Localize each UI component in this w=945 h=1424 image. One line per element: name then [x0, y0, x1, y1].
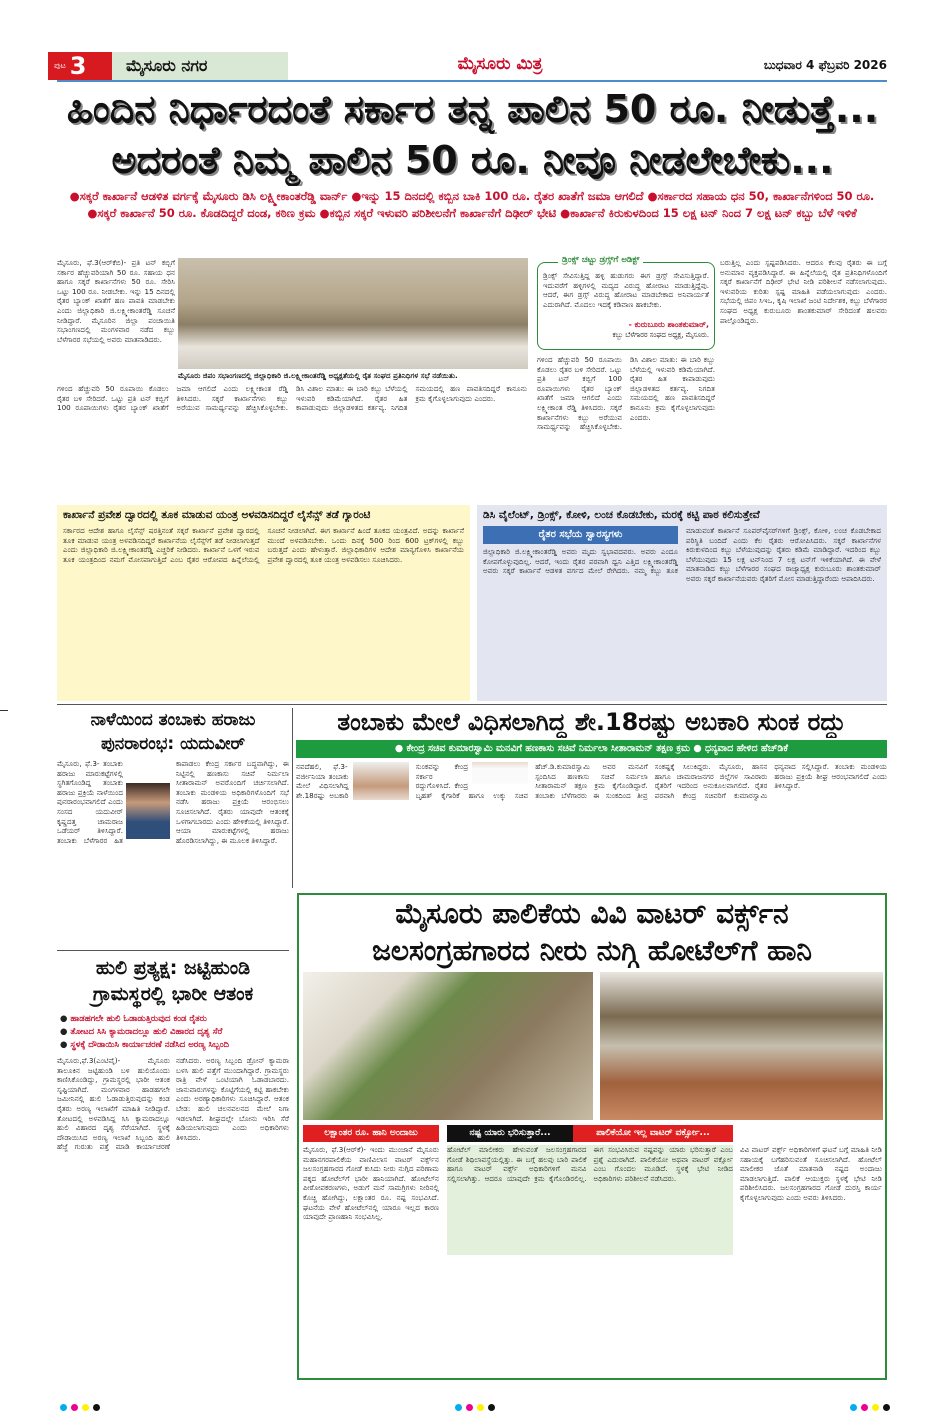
- water-works-text-1: ಮೈಸೂರು, ಫೆ.3(ಆರ್‌ಕೆ)- ಇಂದು ಮುಂಜಾನೆ ಮೈಸೂರು ಮಹಾನಗರಪಾಲಿಕೆಯ ವಾಣಿವಿಲಾಸ ವಾಟರ್ ವರ್ಕ್ಸ್‌ನ ಜಲಸಂಗ್ರಹಗಾರದ ಗೋಡೆ ಕುಸಿದು ನೀರು ನುಗ್ಗಿದ ಪರಿಣಾಮ ಪಕ್ಕದ ಹೋಟೆಲ್‌ಗೆ ಭಾರೀ ಹಾನಿಯಾಗಿದೆ. ಹೋಟೆಲ್‌ನ ಪೀಠೋಪಕರಣಗಳು, ಅಡುಗೆ ಮನೆ ಸಾಮಗ್ರಿಗಳು ನೀರಿನಲ್ಲಿ ಕೊಚ್ಚಿ ಹೋಗಿದ್ದು, ಲಕ್ಷಾಂತರ ರೂ. ನಷ್ಟ ಸಂಭವಿಸಿದೆ. ಘಟನೆಯ ವೇಳೆ ಹೋಟೆಲ್‌ನಲ್ಲಿ ಯಾರೂ ಇಲ್ಲದ ಕಾರಣ ಯಾವುದೇ ಪ್ರಾಣಹಾನಿ ಸಂಭವಿಸಿಲ್ಲ.: [303, 1145, 439, 1222]
- tobacco-duty-headline: ತಂಬಾಕು ಮೇಲೆ ವಿಧಿಸಲಾಗಿದ್ದ ಶೇ.18ರಷ್ಟು ಅಬಕಾರಿ ಸುಂಕ ರದ್ದು: [337, 708, 846, 736]
- tobacco-auction-body: [57, 759, 289, 948]
- tiger-bullet: ● ಹಾಡಹಗಲೇ ಹುಲಿ ಓಡಾಡುತ್ತಿರುವುದ ಕಂಡ ರೈತರು: [60, 1013, 289, 1026]
- farmers-meeting-body: [483, 526, 881, 696]
- water-works-text-2: ಹೋಟೆಲ್ ಮಾಲೀಕರು ಹೇಳುವಂತೆ ಜಲಸಂಗ್ರಹಗಾರದ ಗೋಡೆ ಶಿಥಿಲಾವಸ್ಥೆಯಲ್ಲಿತ್ತು. ಈ ಬಗ್ಗೆ ಹಲವು ಬಾರಿ ಪಾಲಿಕೆ ಹಾಗೂ ವಾಟರ್ ವರ್ಕ್ಸ್ ಅಧಿಕಾರಿಗಳಿಗೆ ಮನವಿ ಸಲ್ಲಿಸಲಾಗಿತ್ತು. ಆದರೂ ಯಾವುದೇ ಕ್ರಮ ಕೈಗೊಂಡಿರಲಿಲ್ಲ. ಈಗ ಸಂಭವಿಸಿರುವ ನಷ್ಟವನ್ನು ಯಾರು ಭರಿಸುತ್ತಾರೆ ಎಂಬ ಪ್ರಶ್ನೆ ಎದುರಾಗಿದೆ. ಪಾಲಿಕೆಯೋ ಅಥವಾ ವಾಟರ್ ವರ್ಕ್ಸೋ ಎಂಬ ಗೊಂದಲ ಮೂಡಿದೆ. ಸ್ಥಳಕ್ಕೆ ಭೇಟಿ ನೀಡಿದ ಅಧಿಕಾರಿಗಳು ಪರಿಶೀಲನೆ ನಡೆಸಿದರು.: [447, 1145, 733, 1375]
- print-color-marks: [850, 1404, 890, 1411]
- corporation-label: ಪಾಲಿಕೆಯೋ ಇಲ್ಲ ವಾಟರ್ ವರ್ಕ್ಸೋ...: [573, 1125, 733, 1142]
- who-pays-label: ನಷ್ಟ ಯಾರು ಭರಿಸುತ್ತಾರೆ...: [447, 1125, 573, 1142]
- tiger-bullets: [57, 1013, 289, 1052]
- tobacco-duty-text: ನವದೆಹಲಿ, ಫೆ.3- ವರ್ಜೀನಿಯಾ ತಂಬಾಕು ಮೇಲೆ ವಿಧಿಸಲಾಗಿದ್ದ ಶೇ.18ರಷ್ಟು ಅಬಕಾರಿ ಸುಂಕವನ್ನು ಕೇಂದ್ರ ಸರ್ಕಾರ ರದ್ದುಗೊಳಿಸಿದೆ. ಕೇಂದ್ರ ಬೃಹತ್ ಕೈಗಾರಿಕೆ ಹಾಗೂ ಉಕ್ಕು ಸಚಿವ ಹೆಚ್.ಡಿ.ಕುಮಾರಸ್ವಾಮಿ ಅವರ ಮನವಿಗೆ ಸ್ಪಂದಿಸಿದ ಹಣಕಾಸು ಸಚಿವೆ ನಿರ್ಮಲಾ ಸೀತಾರಾಮನ್ ತಕ್ಷಣ ಕ್ರಮ ಕೈಗೊಂಡಿದ್ದಾರೆ. ತಂಬಾಕು ಬೆಳೆಗಾರರು ಈ ಸುಂಕದಿಂದ ತೀವ್ರ ಸಂಕಷ್ಟಕ್ಕೆ ಸಿಲುಕಿದ್ದರು. ಮೈಸೂರು, ಹಾಸನ ಹಾಗೂ ಚಾಮರಾಜನಗರ ಜಿಲ್ಲೆಗಳ ಸಾವಿರಾರು ರೈತರಿಗೆ ಇದರಿಂದ ಅನುಕೂಲವಾಗಲಿದೆ. ರೈತರ ಪರವಾಗಿ ಕೇಂದ್ರ ಸಚಿವರಿಗೆ ಕುಮಾರಸ್ವಾಮಿ ಧನ್ಯವಾದ ಸಲ್ಲಿಸಿದ್ದಾರೆ. ತಂಬಾಕು ಮಂಡಳಿಯ ಹರಾಜು ಪ್ರಕ್ರಿಯೆ ಶೀಘ್ರ ಆರಂಭವಾಗಲಿದೆ ಎಂದು ತಿಳಿಸಿದ್ದಾರೆ.: [296, 762, 887, 800]
- weighbridge-title: ಕಾರ್ಖಾನೆ ಪ್ರವೇಶ ದ್ವಾರದಲ್ಲಿ ತೂಕ ಮಾಡುವ ಯಂತ್ರ ಅಳವಡಿಸದಿದ್ದರೆ ಲೈಸೆನ್ಸ್ ತಡೆ ಗ್ಯಾರಂಟಿ: [63, 509, 371, 521]
- tiger-story: [57, 955, 289, 1377]
- lead-right-col: ಬರುತ್ತಿಲ್ಲ ಎಂದು ಸ್ಪಷ್ಟಪಡಿಸಿದರು. ಆದರೂ ಕೆಲವು ರೈತರು ಈ ಬಗ್ಗೆ ಅನುಮಾನ ವ್ಯಕ್ತಪಡಿಸಿದ್ದಾರೆ. ಈ ಹಿನ್ನೆಲೆಯಲ್ಲಿ ರೈತ ಪ್ರತಿನಿಧಿಗಳೊಂದಿಗೆ ಸಕ್ಕರೆ ಕಾರ್ಖಾನೆಗೆ ದಿಢೀರ್ ಭೇಟಿ ನೀಡಿ ಪರಿಶೀಲನೆ ನಡೆಸಲಾಗುವುದು. ಇಳುವರಿಯ ಕುರಿತು ಸ್ಪಷ್ಟ ಮಾಹಿತಿ ಪಡೆಯಲಾಗುವುದು ಎಂದರು. ಸಭೆಯಲ್ಲಿ ಜಿಪಂ ಸಿಇಒ, ಕೃಷಿ ಇಲಾಖೆ ಜಂಟಿ ನಿರ್ದೇಶಕ, ಕಬ್ಬು ಬೆಳೆಗಾರರ ಸಂಘದ ಅಧ್ಯಕ್ಷ ಕುರುಬೂರು ಶಾಂತಕುಮಾರ್ ಸೇರಿದಂತೆ ಹಲವರು ಪಾಲ್ಗೊಂಡಿದ್ದರು.: [720, 258, 887, 325]
- farmers-meeting-title: ಡಿಸಿ ವೈಲೆಂಟ್, ಡ್ರಿಂಕ್ಸ್, ಕೋಳಿ, ಲಂಚ ಕೊಡಬೇಕು, ಮರಕ್ಕೆ ಕಟ್ಟಿ ಪಾಠ ಕಲಿಸುತ್ತೇವೆ: [483, 509, 760, 521]
- farmers-meeting-label: ರೈತರ ಸಭೆಯ ಸ್ವಾರಸ್ಯಗಳು: [483, 526, 678, 544]
- quote-box-text: ಡ್ರಿಂಕ್ಸ್ ಸೇವಿಸುತ್ತಿದ್ದ ಹಳ್ಳಿ ಹುಡುಗರು ಈಗ ಡ್ರಗ್ಸ್ ಸೇವಿಸುತ್ತಿದ್ದಾರೆ. ಇದುವರೆಗೆ ಹಳ್ಳಿಗಳಲ್ಲಿ ಮದ್ಯದ ವಿರುದ್ಧ ಹೋರಾಟ ಮಾಡುತ್ತಿದ್ದೆವು. ಆದರೆ, ಈಗ ಡ್ರಗ್ಸ್ ವಿರುದ್ಧ ಹೋರಾಟ ಮಾಡಬೇಕಾದ ಅನಿವಾರ್ಯತೆ ಎದುರಾಗಿದೆ. ಮೊದಲು ಇದಕ್ಕೆ ಕಡಿವಾಣ ಹಾಕಬೇಕು.: [543, 271, 709, 309]
- loss-estimate-label: ಲಕ್ಷಾಂತರ ರೂ. ಹಾನಿ ಅಂದಾಜು: [303, 1125, 439, 1142]
- tobacco-duty-body: [296, 762, 887, 888]
- masthead: ಮೈಸೂರು ಮಿತ್ರ: [457, 54, 543, 74]
- yaduveer-photo: [126, 783, 170, 839]
- tobacco-auction-story: [57, 708, 289, 948]
- lead-body: ಗಳಿಂದ ಹೆಚ್ಚುವರಿ 50 ರೂಪಾಯಿ ಕೊಡಲು ರೈತರ ಬಳಿ ಸೇರಿದರೆ. ಒಟ್ಟು ಪ್ರತಿ ಟನ್ ಕಬ್ಬಿಗೆ 100 ರೂಪಾಯಿಗಳು ರೈತರ ಬ್ಯಾಂಕ್ ಖಾತೆಗೆ ಜಮಾ ಆಗಲಿದೆ ಎಂದು ಲಕ್ಷ್ಮೀಕಾಂತ ರೆಡ್ಡಿ ತಿಳಿಸಿದರು. ಸಕ್ಕರೆ ಕಾರ್ಖಾನೆಗಳು ಕಬ್ಬು ಅರೆಯುವ ಸಾಮರ್ಥ್ಯವನ್ನು ಹೆಚ್ಚಿಸಿಕೊಳ್ಳಬೇಕು. ಡಿಸಿ ವಿಶಾಲ ಮಾತು: ಈ ಬಾರಿ ಕಬ್ಬು ಬೆಳೆಯಲ್ಲಿ ಇಳುವರಿ ಕಡಿಮೆಯಾಗಿದೆ. ರೈತರ ಹಿತ ಕಾಪಾಡುವುದು ಜಿಲ್ಲಾಡಳಿತದ ಕರ್ತವ್ಯ. ನಿಗದಿತ ಸಮಯದಲ್ಲಿ ಹಣ ಪಾವತಿಸದಿದ್ದರೆ ಕಾನೂನು ಕ್ರಮ ಕೈಗೊಳ್ಳಲಾಗುವುದು ಎಂದರು.: [57, 384, 527, 413]
- page-label: ಪುಟ: [54, 61, 66, 70]
- tobacco-auction-headline: ನಾಳೆಯಿಂದ ತಂಬಾಕು ಹರಾಜು ಪುನರಾರಂಭ: ಯದುವೀರ್: [90, 710, 256, 754]
- damaged-wall-photo: [303, 972, 593, 1120]
- meeting-photo: [178, 258, 528, 369]
- section-rule: [57, 704, 887, 705]
- quote-box-title: ಡ್ರಿಂಕ್ಸ್ ಚಟ್ಟು ಡ್ರಗ್ಸ್‌ಗೆ ಅಡಿಕ್ಟ್: [558, 255, 643, 265]
- tobacco-duty-subhead: ● ಕೇಂದ್ರ ಸಚಿವ ಕುಮಾರಸ್ವಾಮಿ ಮನವಿಗೆ ಹಣಕಾಸು ಸಚಿವೆ ನಿರ್ಮಲಾ ಸೀತಾರಾಮನ್ ತಕ್ಷಣ ಕ್ರಮ ● ಧನ್ಯವಾದ ಹೇಳಿದ ಹೆಚ್‌ಡಿಕೆ: [296, 740, 887, 758]
- lead-body-mid: ಗಳಿಂದ ಹೆಚ್ಚುವರಿ 50 ರೂಪಾಯಿ ಕೊಡಲು ರೈತರ ಬಳಿ ಸೇರಿದರೆ. ಒಟ್ಟು ಪ್ರತಿ ಟನ್ ಕಬ್ಬಿಗೆ 100 ರೂಪಾಯಿಗಳು ರೈತರ ಬ್ಯಾಂಕ್ ಖಾತೆಗೆ ಜಮಾ ಆಗಲಿದೆ ಎಂದು ಲಕ್ಷ್ಮೀಕಾಂತ ರೆಡ್ಡಿ ತಿಳಿಸಿದರು. ಸಕ್ಕರೆ ಕಾರ್ಖಾನೆಗಳು ಕಬ್ಬು ಅರೆಯುವ ಸಾಮರ್ಥ್ಯವನ್ನು ಹೆಚ್ಚಿಸಿಕೊಳ್ಳಬೇಕು. ಡಿಸಿ ವಿಶಾಲ ಮಾತು: ಈ ಬಾರಿ ಕಬ್ಬು ಬೆಳೆಯಲ್ಲಿ ಇಳುವರಿ ಕಡಿಮೆಯಾಗಿದೆ. ರೈತರ ಹಿತ ಕಾಪಾಡುವುದು ಜಿಲ್ಲಾಡಳಿತದ ಕರ್ತವ್ಯ. ನಿಗದಿತ ಸಮಯದಲ್ಲಿ ಹಣ ಪಾವತಿಸದಿದ್ದರೆ ಕಾನೂನು ಕ್ರಮ ಕೈಗೊಳ್ಳಲಾಗುವುದು ಎಂದರು.: [537, 355, 715, 432]
- lead-col1: ಮೈಸೂರು, ಫೆ.3(ಆರ್‌ಕೆಬಿ)- ಪ್ರತಿ ಟನ್ ಕಬ್ಬಿಗೆ ಸರ್ಕಾರ ಹೆಚ್ಚುವರಿಯಾಗಿ 50 ರೂ. ಸಹಾಯ ಧನ ಹಾಗೂ ಸಕ್ಕರೆ ಕಾರ್ಖಾನೆಗಳು 50 ರೂ. ಸೇರಿಸಿ ಒಟ್ಟು 100 ರೂ. ನೀಡಬೇಕು. ಇನ್ನು 15 ದಿನದಲ್ಲಿ ರೈತರ ಬ್ಯಾಂಕ್ ಖಾತೆಗೆ ಹಣ ಪಾವತಿ ಮಾಡಬೇಕು ಎಂದು ಜಿಲ್ಲಾಧಿಕಾರಿ ಜಿ.ಲಕ್ಷ್ಮೀಕಾಂತರೆಡ್ಡಿ ಸೂಚನೆ ನೀಡಿದ್ದಾರೆ. ಮೈಸೂರಿನ ಜಿಲ್ಲಾ ಪಂಚಾಯಿತಿ ಸಭಾಂಗಣದಲ್ಲಿ ಮಂಗಳವಾರ ನಡೆದ ಕಬ್ಬು ಬೆಳೆಗಾರರ ಸಭೆಯಲ್ಲಿ ಅವರು ಮಾತನಾಡಿದರು.: [57, 258, 175, 344]
- weighbridge-text: ಸರ್ಕಾರದ ಆದೇಶ ಹಾಗೂ ಲೈಸೆನ್ಸ್ ಷರತ್ತಿನಂತೆ ಸಕ್ಕರೆ ಕಾರ್ಖಾನೆ ಪ್ರವೇಶ ದ್ವಾರದಲ್ಲಿ ತೂಕ ಮಾಡುವ ಯಂತ್ರ ಅಳವಡಿಸದಿದ್ದರೆ ಕಾರ್ಖಾನೆಯ ಲೈಸೆನ್ಸ್‌ಗೆ ತಡೆ ನೀಡಲಾಗುತ್ತದೆ ಎಂದು ಜಿಲ್ಲಾಧಿಕಾರಿ ಜಿ.ಲಕ್ಷ್ಮೀಕಾಂತರೆಡ್ಡಿ ಎಚ್ಚರಿಕೆ ನೀಡಿದರು. ಕಾರ್ಖಾನೆ ಒಳಗೆ ಇರುವ ತೂಕ ಯಂತ್ರದಿಂದ ನಮಗೆ ಮೋಸವಾಗುತ್ತಿದೆ ಎಂಬ ರೈತರ ಆರೋಪದ ಹಿನ್ನೆಲೆಯಲ್ಲಿ ಸೂಚನೆ ನೀಡಲಾಗಿದೆ. ಈಗ ಕಾರ್ಖಾನೆ ಹಿಂದೆ ತೂಕದ ಯಂತ್ರವಿದೆ. ಅದನ್ನು ಕಾರ್ಖಾನೆ ಮುಂದೆ ಅಳವಡಿಸಬೇಕು. ಒಂದು ದಿನಕ್ಕೆ 500 ರಿಂದ 600 ಟ್ರಕ್‌ಗಳಲ್ಲಿ ಕಬ್ಬು ಬರುತ್ತದೆ ಎಂದು ಹೇಳುತ್ತಾರೆ. ಜಿಲ್ಲಾಧಿಕಾರಿಗಳ ಆದೇಶ ಮಾನ್ಯಗೊಳಿಸಿ ಕಾರ್ಖಾನೆಯ ಪ್ರವೇಶ ದ್ವಾರದಲ್ಲಿ ತೂಕ ಯಂತ್ರ ಅಳವಡಿಸಲು ಸೂಚಿಸಿದರು.: [63, 526, 464, 564]
- farmers-meeting-text: ಜಿಲ್ಲಾಧಿಕಾರಿ ಜಿ.ಲಕ್ಷ್ಮೀಕಾಂತರೆಡ್ಡಿ ಅವರು ಮೃದು ಸ್ವಭಾವದವರು. ಅವರು ಎಂದೂ ಕೋಪಗೊಳ್ಳುವುದಿಲ್ಲ. ಆದರೆ, ಇಂದು ರೈತರ ಪರವಾಗಿ ಧ್ವನಿ ಎತ್ತಿದ ಲಕ್ಷ್ಮೀಕಾಂತರೆಡ್ಡಿ ಅವರು ಸಕ್ಕರೆ ಕಾರ್ಖಾನೆ ಆಡಳಿತ ವರ್ಗದ ಮೇಲೆ ರೇಗಿದರು. ನಮ್ಮ ಕಬ್ಬು ತೂಕ ಮಾಡುವಂತೆ ಕಾರ್ಖಾನೆ ಸೂಪರ್‌ವೈಸರ್‌ಗಳಿಗೆ ಡ್ರಿಂಕ್ಸ್, ಕೋಳಿ, ಲಂಚ ಕೊಡಬೇಕಾದ ಪರಿಸ್ಥಿತಿ ಬಂದಿದೆ ಎಂದು ಕೆಲ ರೈತರು ಆರೋಪಿಸಿದರು. ಸಕ್ಕರೆ ಕಾರ್ಖಾನೆಗಳ ಕಿರುಕುಳದಿಂದ ಕಬ್ಬು ಬೆಳೆಯುವುದನ್ನು ರೈತರು ಕಡಿಮೆ ಮಾಡಿದ್ದಾರೆ. ಇದರಿಂದ ಕಬ್ಬು ಬೆಳೆಯುವುದು 15 ಲಕ್ಷ ಟನ್‌ನಿಂದ 7 ಲಕ್ಷ ಟನ್‌ಗೆ ಇಳಿಕೆಯಾಗಿದೆ. ಈ ವೇಳೆ ಮಾತನಾಡಿದ ಕಬ್ಬು ಬೆಳೆಗಾರರ ಸಂಘದ ರಾಜ್ಯಾಧ್ಯಕ್ಷ ಕುರುಬೂರು ಶಾಂತಕುಮಾರ್ ಅವರು ಸಕ್ಕರೆ ಕಾರ್ಖಾನೆಯವರು ರೈತರಿಗೆ ಮೋಸ ಮಾಡುತ್ತಿದ್ದಾರೆಂದು ಆಪಾದಿಸಿದರು.: [483, 526, 881, 583]
- print-color-marks: [455, 1404, 495, 1411]
- farmers-meeting-box: [477, 505, 887, 701]
- date: ಬುಧವಾರ 4 ಫೆಬ್ರವರಿ 2026: [763, 58, 887, 72]
- vertical-rule: [292, 708, 293, 888]
- lead-headline-1: ಹಿಂದಿನ ನಿರ್ಧಾರದಂತೆ ಸರ್ಕಾರ ತನ್ನ ಪಾಲಿನ 50 ರೂ. ನೀಡುತ್ತೆ...: [66, 87, 879, 131]
- quote-box: [537, 255, 715, 350]
- quote-box-role: ಕಬ್ಬು ಬೆಳೆಗಾರರ ಸಂಘದ ಅಧ್ಯಕ್ಷ, ಮೈಸೂರು.: [612, 331, 709, 339]
- margin-mark: [0, 710, 8, 711]
- weighbridge-box: [57, 505, 470, 701]
- tiger-text: ಮೈಸೂರು,ಫೆ.3(ಎಂಟಿವೈ)- ಮೈಸೂರು ತಾಲೂಕಿನ ಜಟ್ಟಿಹುಂಡಿ ಬಳಿ ಹುಲಿಯೊಂದು ಕಾಣಿಸಿಕೊಂಡಿದ್ದು, ಗ್ರಾಮಸ್ಥರಲ್ಲಿ ಭಾರೀ ಆತಂಕ ಸೃಷ್ಟಿಯಾಗಿದೆ. ಮಂಗಳವಾರ ಹಾಡಹಗಲೇ ಜಮೀನಿನಲ್ಲಿ ಹುಲಿ ಓಡಾಡುತ್ತಿರುವುದನ್ನು ಕಂಡ ರೈತರು ಅರಣ್ಯ ಇಲಾಖೆಗೆ ಮಾಹಿತಿ ನೀಡಿದ್ದಾರೆ. ತೋಟದಲ್ಲಿ ಅಳವಡಿಸಿದ್ದ ಸಿಸಿ ಕ್ಯಾಮರಾದಲ್ಲೂ ಹುಲಿ ವಿಹಾರದ ದೃಶ್ಯ ಸೆರೆಯಾಗಿದೆ. ಸ್ಥಳಕ್ಕೆ ದೌಡಾಯಿಸಿದ ಅರಣ್ಯ ಇಲಾಖೆ ಸಿಬ್ಬಂದಿ ಹುಲಿ ಹೆಜ್ಜೆ ಗುರುತು ಪತ್ತೆ ಮಾಡಿ ಕಾರ್ಯಾಚರಣೆ ನಡೆಸಿದರು. ಅರಣ್ಯ ಸಿಬ್ಬಂದಿ ಡ್ರೋನ್ ಕ್ಯಾಮರಾ ಬಳಸಿ ಹುಲಿ ಪತ್ತೆಗೆ ಮುಂದಾಗಿದ್ದಾರೆ. ಗ್ರಾಮಸ್ಥರು ರಾತ್ರಿ ವೇಳೆ ಒಂಟಿಯಾಗಿ ಓಡಾಡಬಾರದು. ಜಾನುವಾರುಗಳನ್ನು ಕೊಟ್ಟಿಗೆಯಲ್ಲಿ ಕಟ್ಟಿ ಹಾಕಬೇಕು ಎಂದು ಅರಣ್ಯಾಧಿಕಾರಿಗಳು ಸೂಚಿಸಿದ್ದಾರೆ. ಆತಂಕ ಬೇಡ: ಹುಲಿ ಚಲನವಲನದ ಮೇಲೆ ನಿಗಾ ಇಡಲಾಗಿದೆ. ಶೀಘ್ರದಲ್ಲೇ ಬೋನು ಇರಿಸಿ ಸೆರೆ ಹಿಡಿಯಲಾಗುವುದು ಎಂದು ಅಧಿಕಾರಿಗಳು ತಿಳಿಸಿದರು.: [57, 1056, 289, 1152]
- water-works-text-3: ವಿವಿ ವಾಟರ್ ವರ್ಕ್ಸ್ ಅಧಿಕಾರಿಗಳಿಗೆ ಘಟನೆ ಬಗ್ಗೆ ಮಾಹಿತಿ ನೀಡಿ ಸಹಾಯಕ್ಕೆ ಬಗೆಹರಿಸುವಂತೆ ಸೂಚಿಸಲಾಗಿದೆ. ಹೋಟೆಲ್ ಮಾಲೀಕರ ಜೊತೆ ಮಾತನಾಡಿ ನಷ್ಟದ ಅಂದಾಜು ಮಾಡಲಾಗುತ್ತಿದೆ. ಪಾಲಿಕೆ ಆಯುಕ್ತರು ಸ್ಥಳಕ್ಕೆ ಭೇಟಿ ನೀಡಿ ಪರಿಶೀಲಿಸಿದರು. ಜಲಸಂಗ್ರಹಗಾರದ ಗೋಡೆ ದುರಸ್ತಿ ಕಾರ್ಯ ಕೈಗೊಳ್ಳಲಾಗುವುದು ಎಂದು ಅವರು ತಿಳಿಸಿದರು.: [740, 1145, 882, 1202]
- tobacco-auction-text: ಮೈಸೂರು, ಫೆ.3- ತಂಬಾಕು ಹರಾಜು ಮಾರುಕಟ್ಟೆಗಳಲ್ಲಿ ಸ್ಥಗಿತಗೊಂಡಿದ್ದ ತಂಬಾಕು ಹರಾಜು ಪ್ರಕ್ರಿಯೆ ನಾಳೆಯಿಂದ ಪುನರಾರಂಭವಾಗಲಿದೆ ಎಂದು ಸಂಸದ ಯದುವೀರ್ ಕೃಷ್ಣದತ್ತ ಚಾಮರಾಜ ಒಡೆಯರ್ ತಿಳಿಸಿದ್ದಾರೆ. ತಂಬಾಕು ಬೆಳೆಗಾರರ ಹಿತ ಕಾಪಾಡಲು ಕೇಂದ್ರ ಸರ್ಕಾರ ಬದ್ಧವಾಗಿದ್ದು, ಈ ನಿಟ್ಟಿನಲ್ಲಿ ಹಣಕಾಸು ಸಚಿವೆ ನಿರ್ಮಲಾ ಸೀತಾರಾಮನ್ ಅವರೊಂದಿಗೆ ಚರ್ಚಿಸಲಾಗಿದೆ. ತಂಬಾಕು ಮಂಡಳಿಯ ಅಧಿಕಾರಿಗಳೊಂದಿಗೆ ಸಭೆ ನಡೆಸಿ ಹರಾಜು ಪ್ರಕ್ರಿಯೆ ಆರಂಭಿಸಲು ಸೂಚಿಸಲಾಗಿದೆ. ರೈತರು ಯಾವುದೇ ಆತಂಕಕ್ಕೆ ಒಳಗಾಗಬಾರದು ಎಂದು ಹೇಳಿಕೆಯಲ್ಲಿ ತಿಳಿಸಿದ್ದಾರೆ. ಆಯಾ ಮಾರುಕಟ್ಟೆಗಳಲ್ಲಿ ಹರಾಜು ಹೊರಡಿಸಲಾಗಿದ್ದು, ಈ ಮೂಲಕ ತಿಳಿಸಿದ್ದಾರೆ.: [57, 759, 289, 845]
- tiger-bullet: ● ಸ್ಥಳಕ್ಕೆ ದೌಡಾಯಿಸಿ ಕಾರ್ಯಾಚರಣೆ ನಡೆಸಿದ ಅರಣ್ಯ ಸಿಬ್ಬಂದಿ: [60, 1039, 289, 1052]
- quote-box-author: - ಕುರುಬೂರು ಶಾಂತಕುಮಾರ್,: [628, 320, 709, 329]
- page-number: 3: [69, 52, 87, 80]
- tiger-headline: ಹುಲಿ ಪ್ರತ್ಯಕ್ಷ: ಜಟ್ಟಿಹುಂಡಿ ಗ್ರಾಮಸ್ಥರಲ್ಲಿ ಭಾರೀ ಆತಂಕ: [92, 957, 254, 1005]
- tiger-bullet: ● ತೋಟದ ಸಿಸಿ ಕ್ಯಾಮರಾದಲ್ಲೂ ಹುಲಿ ವಿಹಾರದ ದೃಶ್ಯ ಸೆರೆ: [60, 1026, 289, 1039]
- rule-left: [57, 950, 289, 951]
- lead-subheads: ●ಸಕ್ಕರೆ ಕಾರ್ಖಾನೆ ಆಡಳಿತ ವರ್ಗಕ್ಕೆ ಮೈಸೂರು ಡಿಸಿ ಲಕ್ಷ್ಮೀಕಾಂತರೆಡ್ಡಿ ವಾರ್ನ್ ●ಇನ್ನು 15 ದಿನದಲ್ಲಿ ಕಬ್ಬಿನ ಬಾಕಿ 100 ರೂ. ರೈತರ ಖಾತೆಗೆ ಜಮಾ ಆಗಲಿದೆ ●ಸರ್ಕಾರದ ಸಹಾಯ ಧನ 50, ಕಾರ್ಖಾನೆಗಳಿಂದ 50 ರೂ. ●ಸಕ್ಕರೆ ಕಾರ್ಖಾನೆ 50 ರೂ. ಕೊಡದಿದ್ದರೆ ದಂಡ, ಕಠಿಣ ಕ್ರಮ ●ಕಬ್ಬಿನ ಸಕ್ಕರೆ ಇಳುವರಿ ಪರಿಶೀಲನೆಗೆ ಕಾರ್ಖಾನೆಗೆ ದಿಢೀರ್ ಭೇಟಿ ●ಕಾರ್ಖಾನೆ ಕಿರುಕುಳದಿಂದ 15 ಲಕ್ಷ ಟನ್ ನಿಂದ 7 ಲಕ್ಷ ಟನ್ ಕಬ್ಬು ಬೆಳೆ ಇಳಿಕೆ: [69, 189, 875, 220]
- damaged-hotel-photo: [600, 972, 883, 1120]
- header-rule: [57, 80, 887, 82]
- page-number-badge: [48, 52, 112, 80]
- water-works-headline-2: ಜಲಸಂಗ್ರಹಗಾರದ ನೀರು ನುಗ್ಗಿ ಹೋಟೆಲ್‌ಗೆ ಹಾನಿ: [372, 934, 812, 967]
- section-label: ಮೈಸೂರು ನಗರ: [112, 52, 288, 80]
- water-works-headline-1: ಮೈಸೂರು ಪಾಲಿಕೆಯ ವಿವಿ ವಾಟರ್ ವರ್ಕ್ಸ್‌ನ: [395, 897, 789, 930]
- lead-headline-2: ಅದರಂತೆ ನಿಮ್ಮ ಪಾಲಿನ 50 ರೂ. ನೀವೂ ನೀಡಲೇಬೇಕು...: [111, 138, 834, 182]
- print-color-marks: [60, 1404, 100, 1411]
- meeting-photo-caption: ಮೈಸೂರು ಜಿಪಂ ಸಭಾಂಗಣದಲ್ಲಿ ಜಿಲ್ಲಾಧಿಕಾರಿ ಜಿ.ಲಕ್ಷ್ಮೀಕಾಂತರೆಡ್ಡಿ ಅಧ್ಯಕ್ಷತೆಯಲ್ಲಿ ರೈತ ಸಂಘದ ಪ್ರತಿನಿಧಿಗಳ ಸಭೆ ನಡೆಯಿತು.: [178, 371, 458, 380]
